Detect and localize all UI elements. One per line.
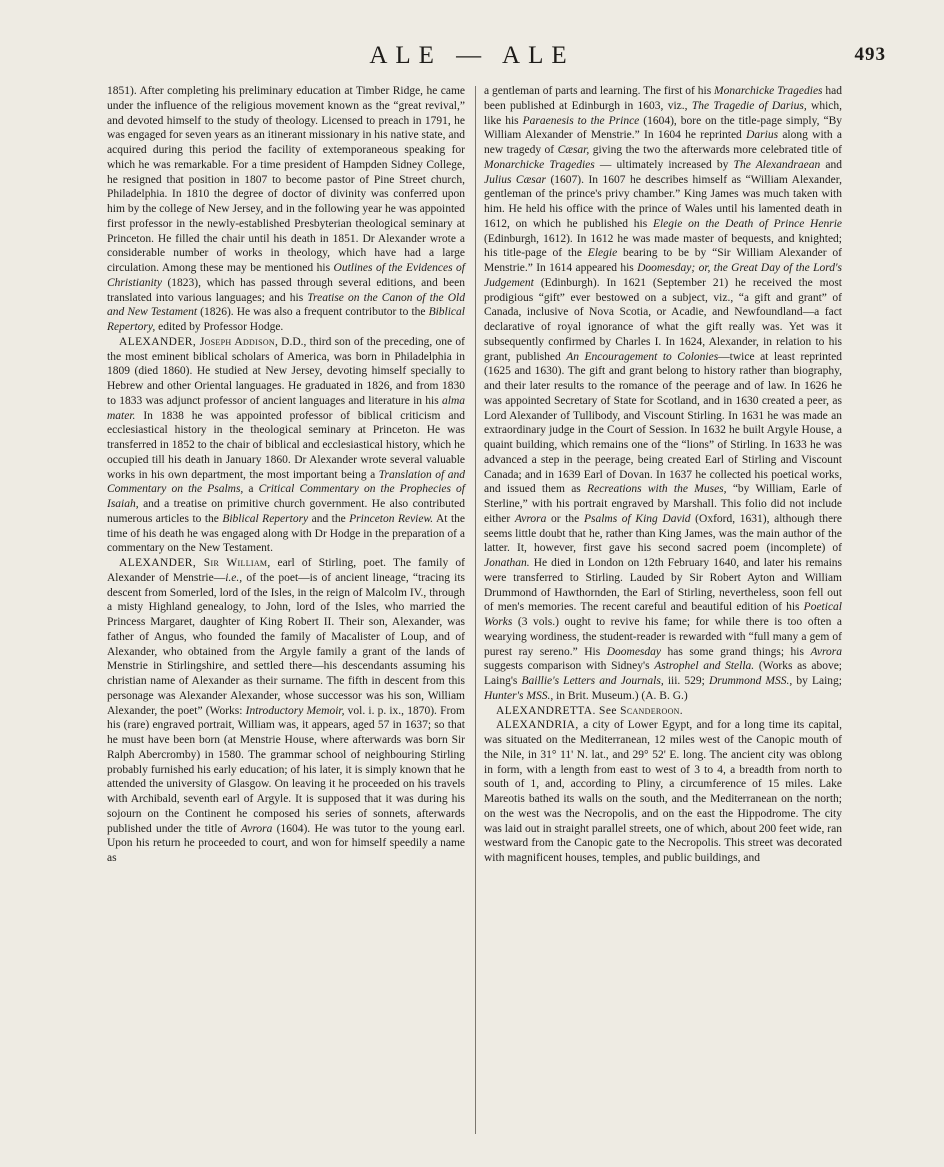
italic-title: Monarchicke Tragedies xyxy=(714,85,823,97)
body-text: . xyxy=(679,704,683,717)
entry-headword: ALEXANDER, xyxy=(119,557,204,569)
italic-title: Princeton Review. xyxy=(349,512,434,525)
italic-title: An Encouragement to Colonies xyxy=(566,350,719,363)
italic-title: Drummond MSS., xyxy=(708,675,793,687)
italic-title: Introductory Memoir, xyxy=(245,704,345,717)
body-text: (1604). He was tutor to the young earl. Upon his return he proceeded to court, and won for himself speedily a name as xyxy=(107,822,465,864)
italic-title: Doomesday; or, the Great Day of the Lord's Judgement xyxy=(484,262,842,289)
body-text: iii. 529; xyxy=(663,675,709,687)
italic-title: Biblical Repertory xyxy=(222,512,309,525)
body-text: , D.D., third son of the preceding, one of the most eminent biblical scholars of America, was born in Philadelphia in 1809 (died 1860). He studied at New Jersey, devoting himself specially to Hebrew and other Oriental languages. He graduated in 1826, and from 1830 to 1833 was adjunct professor of ancient languages and literature in his xyxy=(107,335,465,407)
entry-paragraph xyxy=(484,718,842,866)
body-text: (1607). In 1607 he describes himself as “William Alexander, gentleman of the prince's privy chamber.” King James was much taken with him. He held his office with the prince of Wales until his lamented death in 1612, on which he published his xyxy=(484,173,842,230)
italic-title: Treatise on the Canon of the Old and New Testament xyxy=(107,291,465,319)
body-text: 1851). After completing his preliminary education at Timber Ridge, he came under the influence of the religious movement known as the “great revival,” and devoted himself to the study of theology. Licensed to preach in 1791, he was engaged for seven years as an itinerant missionary in his native state, and acquired during this period the facility of extemporaneous speaking for which he was remarkable. For a time president of Hampden Sidney College, he resigned that position in 1807 to become pastor of Pine Street church, Philadelphia. In 1810 the degree of doctor of divinity was conferred upon him by the college of New Jersey, and in the following year he was appointed first professor in the newly-established Presbyterian theological seminary at Princeton. He filled the chair until his death in 1851. Dr Alexander wrote a considerable number of works in theology, which have had a large circulation. Among these may be mentioned his xyxy=(107,85,465,274)
italic-title: Avrora xyxy=(810,645,842,658)
body-text: which, like his xyxy=(484,99,842,127)
entry-paragraph xyxy=(107,556,465,866)
continued-paragraph xyxy=(484,84,842,704)
small-caps-name: Joseph Addison xyxy=(199,335,276,348)
italic-title: Julius Cæsar xyxy=(484,173,546,186)
italic-title: Doomesday xyxy=(606,645,662,658)
body-text: giving the two the afterwards more celebrated title of xyxy=(589,144,842,156)
body-text: (Works as above; Laing's xyxy=(484,660,842,687)
body-text: (Edinburgh). In 1621 (September 21) he received the most prodigious “gift” ever bestowed on a subject, viz., “a gift and grant” of Canada, inclusive of Nova Scotia, or Acadie, and Newfoundland—a fact declarative of royal ignorance of what the gift really was. Yet was it subsequently confirmed by Charles I. In 1624, Alexander, in relation to his grant, published xyxy=(484,276,842,363)
italic-title: Critical Commentary on the Prophecies of Isaiah, xyxy=(107,483,465,510)
italic-title: Baillie's Letters and Journals, xyxy=(521,675,664,687)
italic-title: The Alexandraean xyxy=(733,158,821,171)
italic-title: Hunter's MSS., xyxy=(484,689,554,702)
italic-title: Monarchicke Tragedies xyxy=(484,158,595,171)
italic-title: alma mater. xyxy=(107,394,465,422)
italic-title: Poetical Works xyxy=(484,601,842,628)
body-text: He died in London on 12th February 1640, and later his remains were transferred to Stirling. Lauded by Sir Robert Ayton and William Drummond of Hawthornden, the Earl of Stirling, nevertheless, soon fell out of men's memories. The recent careful and beautiful edition of his xyxy=(484,557,842,614)
italic-title: Astrophel and Stella. xyxy=(654,660,755,673)
italic-title: Biblical Repertory, xyxy=(107,306,465,333)
body-text: —twice at least reprinted (1625 and 1630). The gift and grant belong to history rather than biography, and their later results to the romance of the peerage and of law. In 1626 he was appointed Secretary of State for Scotland, and in 1630 created a peer, as Lord Alexander of Tullibody, and Viscount Stirling. In 1631 he was made an extraordinary judge in the Court of Session. In 1632 he built Argyle House, a quaint building, which remains one of the “lions” of Stirling. In 1633 he was advanced a step in the peerage, being created Earl of Stirling and Viscount Canada; and in 1639 Earl of Dovan. In 1637 he collected his poetical works, and issued them as xyxy=(484,350,842,496)
italic-title: The Tragedie of Darius, xyxy=(691,99,807,112)
italic-title: Elegie xyxy=(587,247,618,260)
entry-paragraph xyxy=(107,335,465,556)
italic-title: Avrora xyxy=(514,512,547,525)
body-text: by Laing; xyxy=(792,675,842,687)
left-column xyxy=(107,84,465,866)
body-text: or the xyxy=(546,512,584,525)
italic-title: Darius xyxy=(746,129,779,142)
column-divider xyxy=(475,86,476,1134)
body-text: , earl of Stirling, poet. The family of Alexander of Menstrie— xyxy=(107,557,466,584)
continued-paragraph xyxy=(107,84,465,335)
body-text: (Oxford, 1631), although there seems little doubt that he, rather than King James, was the main author of the latter. It, however, first gave his second sacred poem (incomplete) of xyxy=(484,512,842,555)
small-caps-name: Scanderoon xyxy=(620,704,680,717)
page-number: 493 xyxy=(854,44,886,65)
body-text: a city of Lower Egypt, and for a long time its capital, was situated on the Mediterranean, 12 miles west of the Canopic mouth of the Nile, in 31° 11' N. lat., and 29° 52' E. long. The ancient city was oblong in form, with a length from east to west of 3 to 4, a breadth from north to south of 1, and, according to Pliny, a circumference of 15 miles. Lake Mareotis bathed its walls on the south, and the Mediterranean on the north; on the west was the Necropolis, and on the east the Hippodrome. The city was laid out in straight parallel streets, one of which, about 200 feet wide, ran westward from the Canopic gate to the Necropolis. This street was decorated with magnificent houses, temples, and public buildings, and xyxy=(484,719,842,864)
running-head: ALE — ALE xyxy=(369,42,575,69)
italic-title: i.e., xyxy=(225,571,243,584)
italic-title: Recreations with the Muses, xyxy=(587,483,727,496)
body-text: (1823), which has passed through several editions, and been translated into various languages; and his xyxy=(107,276,465,304)
body-text: of the poet—is of ancient lineage, “tracing its descent from Somerled, lord of the Isles, in the reign of Malcolm IV., through a misty Highland genealogy, to John, lord of the Isles, who married the Princess Margaret, daughter of King Robert II. Their son, Alexander, was father of Angus, who founded the family of Macalister of Loup, and of Alexander, who obtained from the Argyle family a grant of the lands of Menstrie in Stirlingshire, and settled there—his descendants assuming his christian name of Alexander as their surname. The fifth in descent from this personage was Alexander Alexander, whose successor was his son, William Alexander, the poet” (Works: xyxy=(107,571,466,717)
italic-title: Avrora xyxy=(240,822,273,835)
body-text: in Brit. Museum.) (A. B. G.) xyxy=(553,689,688,702)
italic-title: Elegie on the Death of Prince Henrie xyxy=(652,217,842,230)
body-text: — ultimately increased by xyxy=(594,158,734,171)
body-text: “by William, Earle of Sterline,” with his portrait engraved by Marshall. This folio did not include either xyxy=(484,483,842,525)
body-text: suggests comparison with Sidney's xyxy=(484,660,655,673)
body-text: (Edinburgh, 1612). In 1612 he was made master of bequests, and knighted; his title-page of the xyxy=(484,232,842,260)
small-caps-name: Sir William xyxy=(203,557,268,569)
body-text: has some grand things; his xyxy=(661,645,811,658)
italic-title: Jonathan. xyxy=(484,557,530,569)
italic-title: Paraenesis to the Prince xyxy=(522,114,640,127)
body-text: a xyxy=(243,483,259,496)
right-column xyxy=(484,84,842,866)
italic-title: Psalms of King David xyxy=(583,512,691,525)
body-text: and the xyxy=(308,512,350,525)
italic-title: Outlines of the Evidences of Christianity xyxy=(107,262,465,289)
body-text: In 1838 he was appointed professor of biblical criticism and ecclesiastical history in the theological seminary at Princeton. He was transferred in 1852 to the chair of biblical and ecclesiastical history, which he occupied till his death in January 1860. Dr Alexander wrote several valuable works in his own department, the most important being a xyxy=(107,409,465,481)
body-text: and xyxy=(820,158,843,171)
page-header xyxy=(0,42,944,74)
body-text: had been published at Edinburgh in 1603, viz., xyxy=(484,85,843,112)
entry-headword: ALEXANDRIA, xyxy=(496,719,584,732)
body-text: (1826). He was also a frequent contributor to the xyxy=(197,306,429,319)
entry-headword: ALEXANDER, xyxy=(119,335,200,348)
body-text: and a treatise on primitive church government. He also contributed numerous articles to the xyxy=(107,498,465,525)
entry-headword: ALEXANDRETTA. See xyxy=(496,704,621,717)
italic-title: Translation of and Commentary on the Psalms, xyxy=(107,468,465,496)
entry-paragraph xyxy=(484,704,842,719)
body-text: a gentleman of parts and learning. The first of his xyxy=(484,85,715,97)
body-text: along with a new tragedy of xyxy=(484,129,842,156)
body-text: bearing to be by “Sir William Alexander of Menstrie.” In 1614 appeared his xyxy=(484,247,842,274)
body-text: At the time of his death he was engaged along with Dr Hodge in the preparation of a commentary on the New Testament. xyxy=(107,512,465,555)
italic-title: Cæsar, xyxy=(557,144,590,156)
body-text: edited by Professor Hodge. xyxy=(155,321,284,333)
body-text: (1604), bore on the title-page simply, “By William Alexander of Menstrie.” In 1604 he reprinted xyxy=(484,114,842,142)
body-text: vol. i. p. ix., 1870). From his (rare) engraved portrait, William was, it appears, aged 57 in 1637; so that he must have been born (at Menstrie House, where afterwards was born Sir Ralph Abercromby) in 1580. The grammar school of neighbouring Stirling probably furnished his early education; of his later, it is simply known that he attended the university of Glasgow. On leaving it he proceeded on his travels with Archibald, seventh earl of Argyle. It is supposed that it was during his sojourn on the Continent he composed his series of sonnets, afterwards published under the title of xyxy=(107,704,465,835)
body-text: (3 vols.) ought to revive his fame; for while there is too often a wearying wordiness, the student-reader is rewarded with “full many a gem of purest ray sereno.” His xyxy=(484,616,842,658)
